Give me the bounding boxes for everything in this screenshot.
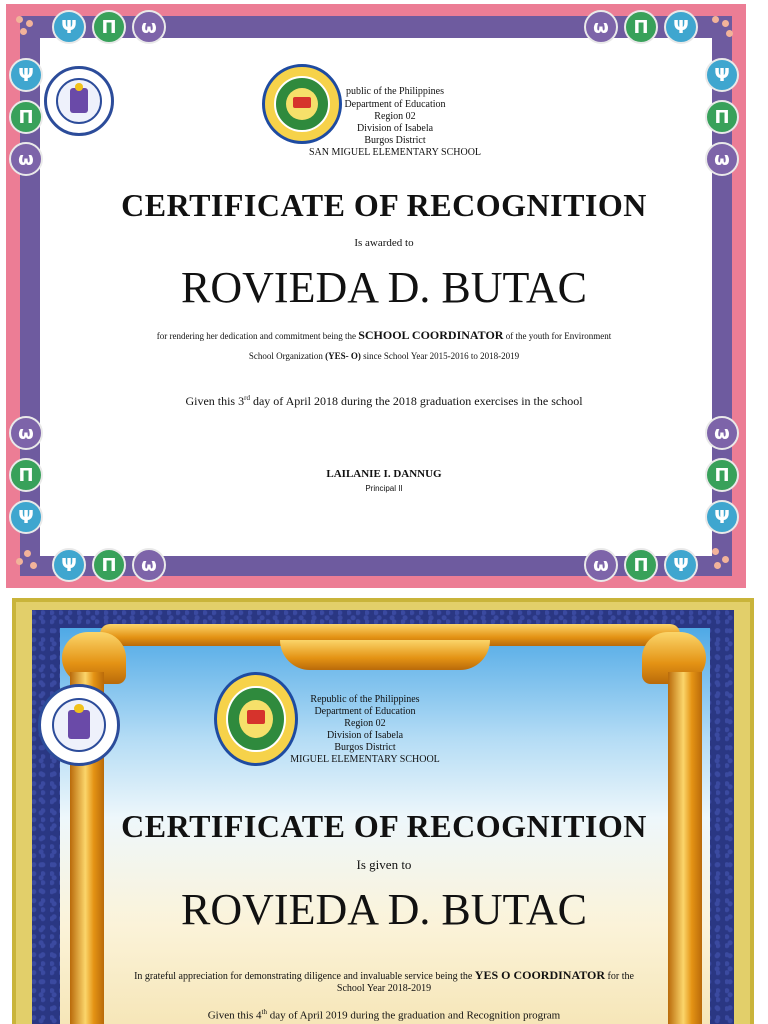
header-district: Burgos District [364, 135, 426, 146]
header-republic: public of the Philippines [345, 86, 445, 97]
crown-icon: ω [132, 10, 166, 44]
dots-decoration [712, 16, 738, 42]
header-division: Division of Isabela [326, 730, 404, 741]
body-line-1 [0, 968, 768, 983]
header-region: Region 02 [344, 718, 386, 729]
body-line-2 [0, 351, 768, 361]
chair-icon: Π [705, 458, 739, 492]
fork-icon: Ψ [664, 548, 698, 582]
fork-icon: Ψ [52, 548, 86, 582]
chair-icon: Π [624, 548, 658, 582]
header-district: Burgos District [334, 742, 396, 753]
chair-icon: Π [92, 548, 126, 582]
body-line-1 [0, 328, 768, 343]
crown-icon: ω [584, 548, 618, 582]
awarded-text: Is awarded to [354, 237, 414, 249]
given-post: day of April 2018 during the 2018 graduation exercises in the school [249, 394, 583, 408]
role-strong: YES O COORDINATOR [474, 968, 606, 982]
body-line-1-pre: for rendering her dedication and commitment being the [156, 331, 356, 341]
given-sup: th [261, 1008, 267, 1016]
fork-icon: Ψ [705, 500, 739, 534]
crown-icon: ω [705, 142, 739, 176]
dots-decoration [16, 548, 42, 574]
certificate-title: CERTIFICATE OF RECOGNITION [121, 187, 647, 223]
given-post: day of April 2019 during the graduation and Recognition program [266, 1009, 561, 1022]
body-line-1-post: for the [607, 971, 634, 982]
chair-icon: Π [9, 458, 43, 492]
crown-icon: ω [9, 416, 43, 450]
fork-icon: Ψ [664, 10, 698, 44]
deped-logo [38, 684, 120, 766]
signatory-name: LAILANIE I. DANNUG [326, 468, 442, 480]
given-sup: rd [244, 394, 250, 402]
crown-icon: ω [132, 548, 166, 582]
chair-icon: Π [624, 10, 658, 44]
header-division: Division of Isabela [356, 123, 434, 134]
header-department: Department of Education [344, 99, 446, 110]
header-republic: Republic of the Philippines [310, 694, 420, 705]
body-line-1-post: of the youth for Environment [505, 331, 612, 341]
given-date-line [0, 394, 768, 409]
org-strong: (YES- O) [325, 351, 361, 361]
dots-decoration [712, 548, 738, 574]
body-line-2-pre: School Organization [248, 351, 323, 361]
crown-icon: ω [584, 10, 618, 44]
certificate-title: CERTIFICATE OF RECOGNITION [121, 808, 647, 844]
fork-icon: Ψ [705, 58, 739, 92]
recipient-name: ROVIEDA D. BUTAC [181, 263, 587, 312]
given-to-text: Is given to [356, 857, 412, 872]
body-line-2-post: since School Year 2015-2016 to 2018-2019 [363, 351, 520, 361]
body-line-2: School Year 2018-2019 [336, 983, 432, 994]
fork-icon: Ψ [52, 10, 86, 44]
chair-icon: Π [705, 100, 739, 134]
chair-icon: Π [92, 10, 126, 44]
deped-logo [44, 66, 114, 136]
ribbon-top-center [280, 640, 490, 670]
header-school: MIGUEL ELEMENTARY SCHOOL [290, 754, 440, 765]
crown-icon: ω [705, 416, 739, 450]
fork-icon: Ψ [9, 58, 43, 92]
chair-icon: Π [9, 100, 43, 134]
given-date-line [0, 1008, 768, 1022]
role-strong: SCHOOL COORDINATOR [358, 328, 504, 342]
header-department: Department of Education [314, 706, 416, 717]
header-region: Region 02 [374, 111, 416, 122]
school-seal-logo [214, 672, 298, 766]
given-pre: Given this 4 [207, 1009, 262, 1022]
crown-icon: ω [9, 142, 43, 176]
signatory-title: Principal II [365, 484, 403, 493]
given-pre: Given this 3 [185, 394, 245, 408]
header-school: SAN MIGUEL ELEMENTARY SCHOOL [308, 147, 482, 158]
body-line-1-pre: In grateful appreciation for demonstrating diligence and invaluable service being the [134, 971, 473, 982]
recipient-name: ROVIEDA D. BUTAC [181, 885, 587, 934]
fork-icon: Ψ [9, 500, 43, 534]
dots-decoration [16, 16, 42, 42]
